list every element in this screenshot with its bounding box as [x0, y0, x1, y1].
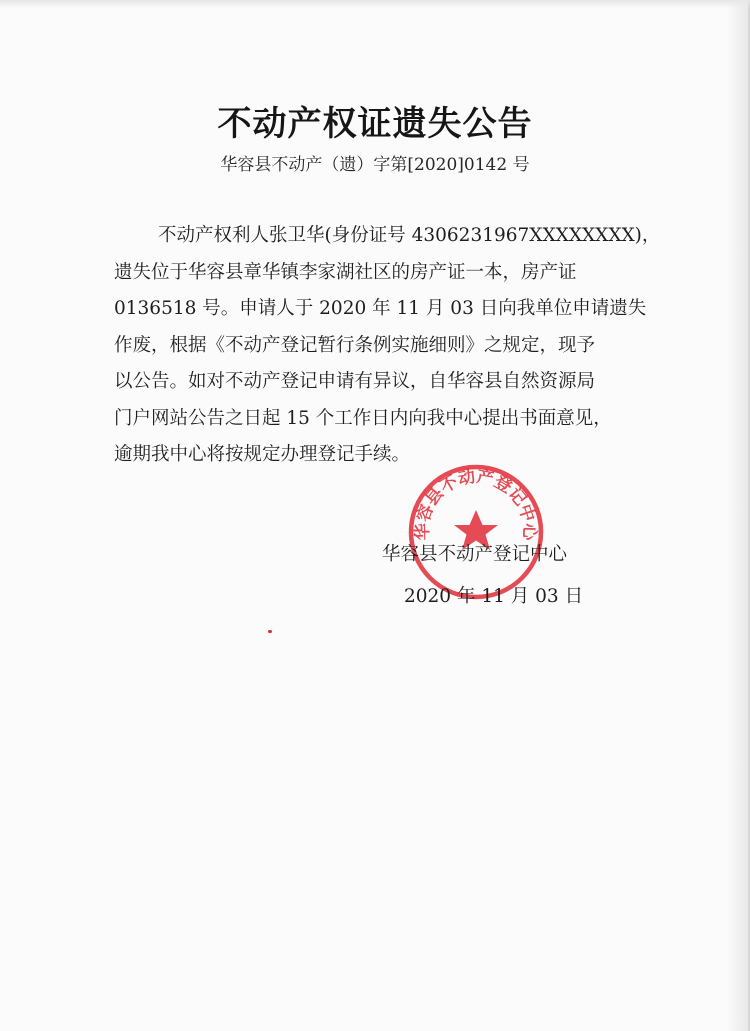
body-line: 逾期我中心将按规定办理登记手续。: [114, 444, 411, 465]
signature-block: [382, 534, 612, 618]
body-line: 遗失位于华容县章华镇李家湖社区的房产证一本，房产证: [114, 261, 577, 283]
issue-date: 2020 年 11 月 03 日: [404, 586, 584, 607]
body-line: 以公告。如对不动产登记申请有异议，自华容县自然资源局: [114, 371, 596, 392]
document-number: 华容县不动产（遗）字第[2020]0142 号: [220, 155, 530, 175]
notice-title: 不动产权证遗失公告: [217, 104, 533, 144]
issuer-name: 华容县不动产登记中心: [382, 544, 568, 565]
ink-speck: [268, 630, 272, 633]
notice-body: [114, 218, 661, 474]
body-line: 门户网站公告之日起 15 个工作日内向我中心提出书面意见，: [114, 407, 612, 429]
body-line: 不动产权利人张卫华(身份证号 4306231967XXXXXXXX)，: [158, 225, 661, 246]
scan-shadow-top: [0, 0, 750, 8]
seal-text: 华容县不动产登记中心: [412, 466, 540, 541]
body-line: 0136518 号。申请人于 2020 年 11 月 03 日向我单位申请遗失: [114, 298, 647, 319]
body-line: 作废，根据《不动产登记暂行条例实施细则》之规定，现予: [114, 334, 596, 356]
